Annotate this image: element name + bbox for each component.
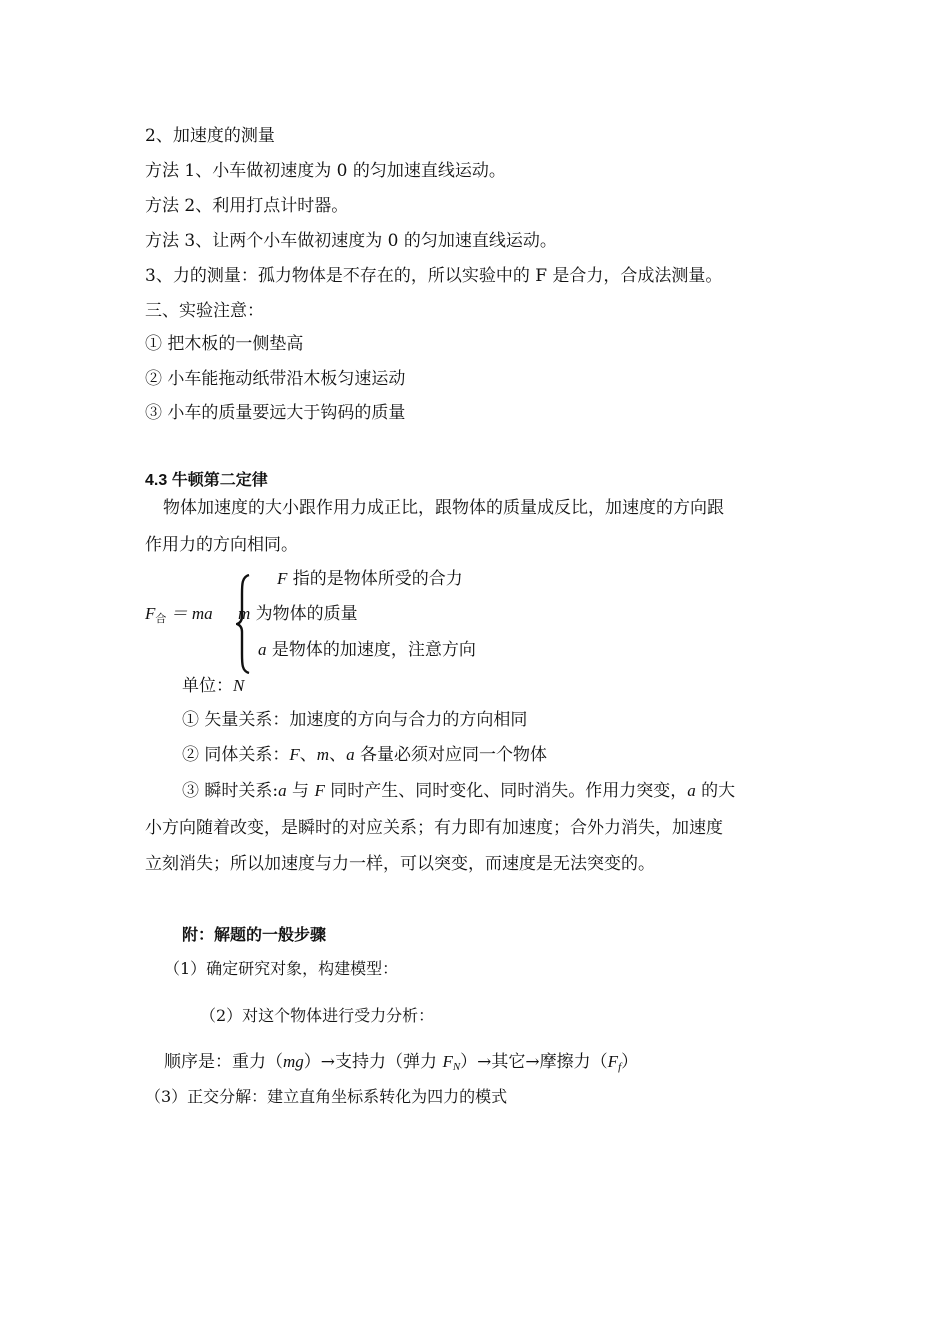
r2-sep2: 、	[329, 745, 347, 765]
symbol-a: a	[258, 640, 267, 659]
notes-heading: 三、实验注意：	[145, 301, 264, 321]
relation-instant-line3: 立刻消失；所以加速度与力一样，可以突变，而速度是无法突变的。	[145, 854, 655, 874]
note-2: ② 小车能拖动纸带沿木板匀速运动	[145, 369, 406, 389]
appendix-title: 附：解题的一般步骤	[182, 925, 327, 944]
formula-def-accel	[258, 639, 476, 661]
appendix-order	[164, 1051, 638, 1078]
relation-vector: ① 矢量关系：加速度的方向与合力的方向相同	[182, 710, 528, 730]
relation-instant-line1	[182, 780, 735, 802]
order-end: ）	[621, 1052, 639, 1072]
appendix-step3: （3）正交分解：建立直角坐标系转化为四力的模式	[145, 1087, 508, 1106]
order-FN-sub: N	[452, 1061, 461, 1073]
formula-def-force	[277, 568, 463, 590]
section-para-line1: 物体加速度的大小跟作用力成正比，跟物体的质量成反比，加速度的方向跟	[163, 498, 724, 518]
r3-a2: a	[687, 781, 696, 800]
def-mass-text: 为物体的质量	[250, 604, 358, 624]
formula-lhs	[145, 603, 213, 630]
left-brace-icon	[236, 574, 250, 674]
r3-prefix: ③ 瞬时关系:	[182, 781, 279, 801]
method-3: 方法 3、让两个小车做初速度为 0 的匀加速直线运动。	[145, 231, 557, 251]
relation-same-body	[182, 744, 547, 766]
appendix-step2: （2）对这个物体进行受力分析：	[200, 1006, 435, 1025]
order-mid1: ）→支持力（弹力	[303, 1052, 443, 1072]
note-3: ③ 小车的质量要远大于钩码的质量	[145, 403, 406, 423]
unit-label: 单位：	[182, 676, 233, 696]
r2-F: F	[289, 745, 300, 764]
symbol-F-net: F	[145, 604, 156, 623]
r2-a: a	[346, 745, 355, 764]
unit-line	[182, 675, 244, 697]
r3-F: F	[314, 781, 325, 800]
def-accel-text: 是物体的加速度，注意方向	[266, 640, 476, 660]
order-Ff-sub: f	[618, 1061, 622, 1073]
subscript-he: 合	[155, 612, 167, 625]
r3-mid: 与	[286, 781, 315, 801]
order-Ff: F	[607, 1052, 619, 1071]
r3-a: a	[278, 781, 287, 800]
r2-prefix: ② 同体关系：	[182, 745, 290, 765]
measure-heading: 2、加速度的测量	[145, 126, 275, 146]
symbol-m: m	[238, 604, 251, 623]
order-prefix: 顺序是：重力（	[164, 1052, 283, 1072]
relation-instant-line2: 小方向随着改变，是瞬时的对应关系；有力即有加速度；合外力消失，加速度	[145, 818, 723, 838]
r2-m: m	[316, 745, 330, 764]
def-force-text: 指的是物体所受的合力	[287, 569, 463, 589]
section-title: 4.3 牛顿第二定律	[145, 472, 268, 489]
note-1: ① 把木板的一侧垫高	[145, 334, 304, 354]
symbol-F: F	[277, 569, 288, 588]
order-FN: F	[442, 1052, 453, 1071]
order-mg: mg	[283, 1052, 304, 1071]
symbol-ma: ＝ ma	[166, 604, 213, 623]
appendix-step1: （1）确定研究对象，构建模型：	[164, 959, 399, 978]
method-1: 方法 1、小车做初速度为 0 的匀加速直线运动。	[145, 161, 506, 181]
method-2: 方法 2、利用打点计时器。	[145, 196, 349, 216]
force-measure: 3、力的测量：孤力物体是不存在的，所以实验中的 F 是合力，合成法测量。	[145, 266, 723, 286]
section-para-line2: 作用力的方向相同。	[145, 535, 298, 555]
r2-sep1: 、	[299, 745, 317, 765]
r2-suffix: 各量必须对应同一个物体	[354, 745, 547, 765]
r3-text1: 同时产生、同时变化、同时消失。作用力突变，	[324, 781, 688, 801]
r3-text1-end: 的大	[695, 781, 736, 801]
unit-symbol: N	[233, 676, 245, 695]
formula-def-mass	[238, 603, 358, 625]
order-mid2: ）→其它→摩擦力（	[460, 1052, 608, 1072]
